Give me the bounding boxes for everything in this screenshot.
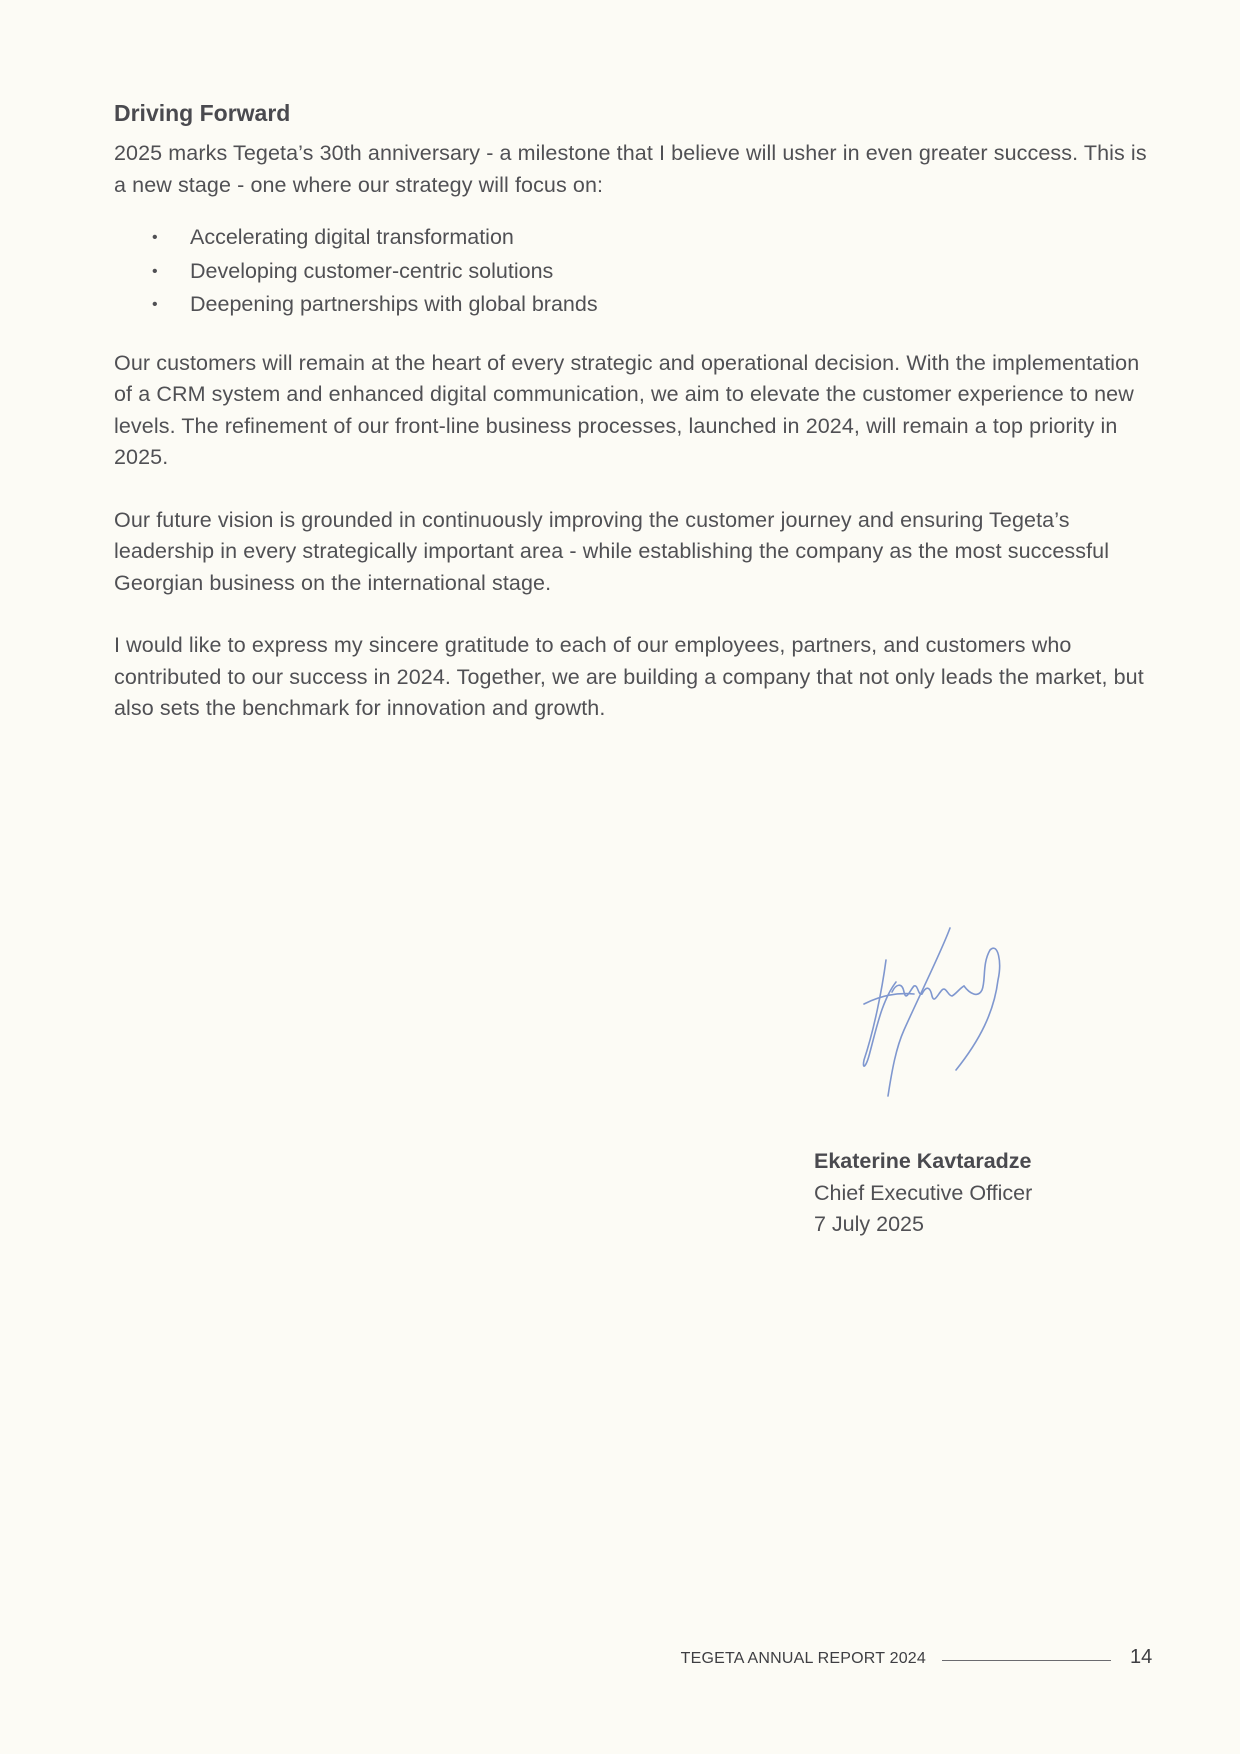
- signer-name: Ekaterine Kavtaradze: [814, 1149, 1032, 1173]
- signature-icon: [852, 920, 1012, 1100]
- customers-paragraph: Our customers will remain at the heart of every strategic and operational decision. With the implementation of a CRM system and enhanced digital communication, we aim to elevate the customer experience to new levels. The refinement of our front-line business processes, launched in 2024, will remain a top priority in 2025.: [114, 350, 1140, 469]
- list-item: [114, 255, 1154, 289]
- list-item: [114, 221, 1154, 255]
- list-item: [114, 288, 1154, 322]
- bullet-text: Developing customer-centric solutions: [190, 258, 554, 283]
- letter-body: [114, 96, 1154, 725]
- section-heading: Driving Forward: [114, 100, 291, 126]
- strategy-bullet-list: [114, 221, 1154, 322]
- signoff-block: [814, 1146, 1174, 1241]
- page-footer: [600, 1646, 1160, 1674]
- report-title: TEGETA ANNUAL REPORT 2024: [680, 1650, 926, 1667]
- bullet-icon: •: [152, 262, 158, 280]
- bullet-text: Accelerating digital transformation: [190, 225, 514, 249]
- page-number: 14: [1130, 1646, 1153, 1668]
- intro-paragraph: 2025 marks Tegeta’s 30th anniversary - a milestone that I believe will usher in even greater success. This is a new stage - one where our strategy will focus on:: [114, 141, 1147, 197]
- gratitude-paragraph: I would like to express my sincere gratitude to each of our employees, partners, and customers who contributed to our success in 2024. Together, we are building a company that not only leads the market, but also sets the benchmark for innovation and growth.: [114, 633, 1144, 720]
- bullet-icon: •: [152, 229, 158, 246]
- bullet-text: Deepening partnerships with global brands: [190, 292, 598, 316]
- vision-paragraph: Our future vision is grounded in continuously improving the customer journey and ensuring Tegeta’s leadership in every strategically important area - while establishing the company as the most successful Georgian business on the international stage.: [114, 507, 1110, 595]
- bullet-icon: •: [152, 296, 158, 313]
- footer-divider: [942, 1660, 1111, 1661]
- signoff-date: 7 July 2025: [814, 1212, 924, 1236]
- signer-title: Chief Executive Officer: [814, 1180, 1033, 1205]
